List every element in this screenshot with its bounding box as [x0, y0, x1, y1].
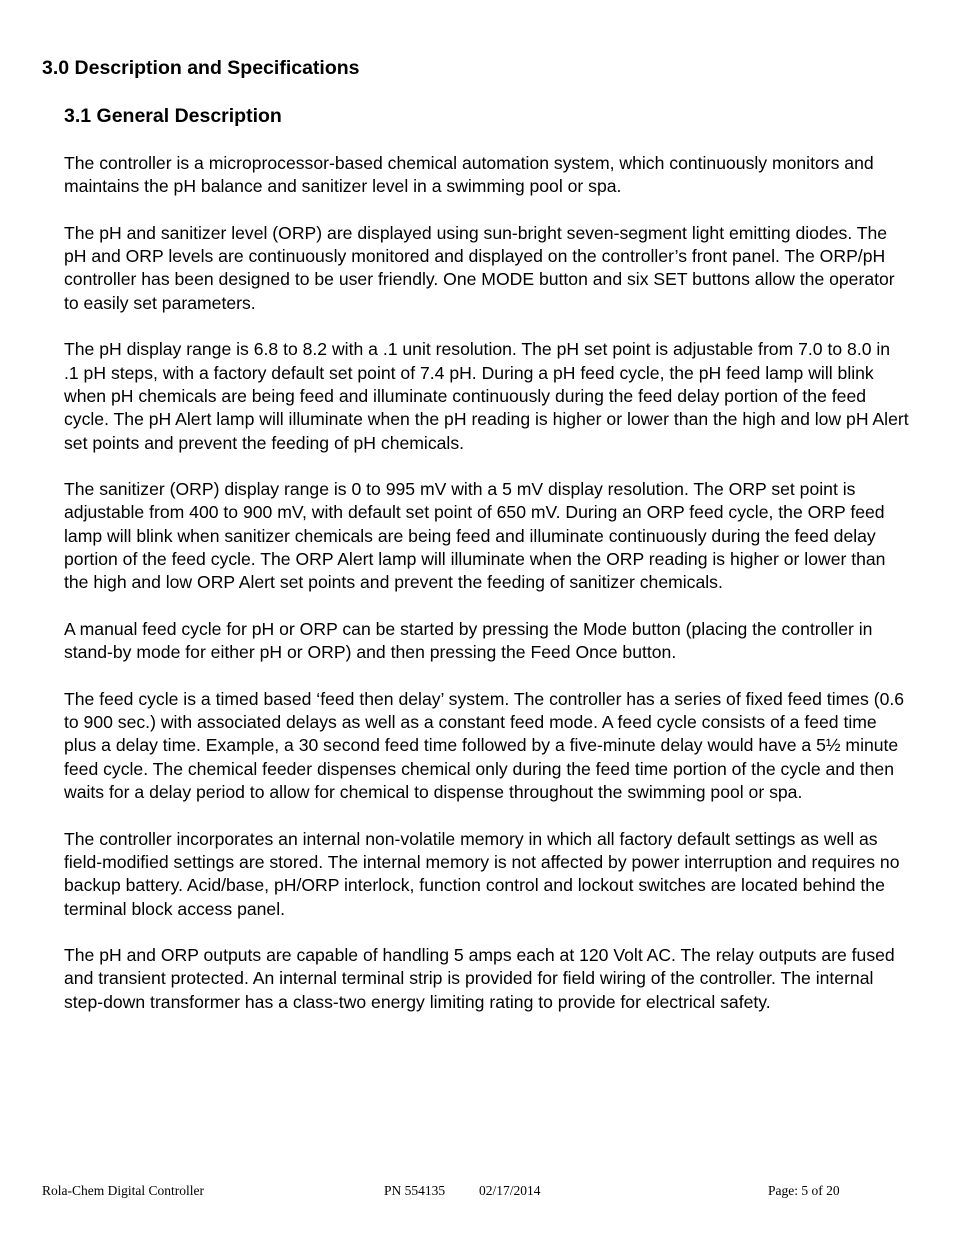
paragraph-orp-range: The sanitizer (ORP) display range is 0 to 995 mV with a 5 mV display resolution. The ORP set point is adjustable from 400 to 900 mV, with default set point of 650 mV. During an ORP feed cycle, the ORP feed lamp will blink when sanitizer chemicals are being feed and illuminate continuously during the feed delay portion of the feed cycle. The ORP Alert lamp will illuminate when the ORP reading is higher or lower than the high and low ORP Alert set points and prevent the feeding of sanitizer chemicals. [64, 479, 886, 593]
section-heading: 3.0 Description and Specifications [42, 57, 360, 79]
body-text [64, 152, 909, 1037]
paragraph-manual-feed: A manual feed cycle for pH or ORP can be started by pressing the Mode button (placing the controller in stand-by mode for either pH or ORP) and then pressing the Feed Once button. [64, 618, 873, 663]
paragraph-display: The pH and sanitizer level (ORP) are displayed using sun-bright seven-segment light emitting diodes. The pH and ORP levels are continuously monitored and displayed on the controller’s front panel. The ORP/pH controller has been designed to be user friendly. One MODE button and six SET buttons allow the operator to easily set parameters. [64, 222, 895, 313]
page-footer [0, 1182, 954, 1200]
footer-part-number: PN 554135 [384, 1183, 446, 1198]
subsection-heading: 3.1 General Description [64, 105, 282, 127]
paragraph-memory: The controller incorporates an internal non-volatile memory in which all factory default settings as well as field-modified settings are stored. The internal memory is not affected by power interruption and requires no backup battery. Acid/base, pH/ORP interlock, function control and lockout switches are located behind the terminal block access panel. [64, 828, 900, 919]
footer-title: Rola-Chem Digital Controller [42, 1183, 204, 1198]
footer-date: 02/17/2014 [479, 1183, 541, 1198]
paragraph-feed-cycle: The feed cycle is a timed based ‘feed then delay’ system. The controller has a series of fixed feed times (0.6 to 900 sec.) with associated delays as well as a constant feed mode. A feed cycle consists of a feed time plus a delay time. Example, a 30 second feed time followed by a five-minute delay would have a 5½ minute feed cycle. The chemical feeder dispenses chemical only during the feed time portion of the cycle and then waits for a delay period to allow for chemical to dispense throughout the swimming pool or spa. [64, 688, 905, 803]
footer-page-number: Page: 5 of 20 [768, 1183, 840, 1198]
paragraph-outputs: The pH and ORP outputs are capable of handling 5 amps each at 120 Volt AC. The relay outputs are fused and transient protected. An internal terminal strip is provided for field wiring of the controller. The internal step-down transformer has a class-two energy limiting rating to provide for electrical safety. [64, 945, 895, 1012]
paragraph-intro: The controller is a microprocessor-based chemical automation system, which continuously monitors and maintains the pH balance and sanitizer level in a swimming pool or spa. [64, 153, 874, 197]
paragraph-ph-range: The pH display range is 6.8 to 8.2 with a .1 unit resolution. The pH set point is adjustable from 7.0 to 8.0 in .1 pH steps, with a factory default set point of 7.4 pH. During a pH feed cycle, the pH feed lamp will blink when pH chemicals are being feed and illuminate continuously during the feed delay portion of the feed cycle. The pH Alert lamp will illuminate when the pH reading is higher or lower than the high and low pH Alert set points and prevent the feeding of pH chemicals. [64, 339, 909, 453]
